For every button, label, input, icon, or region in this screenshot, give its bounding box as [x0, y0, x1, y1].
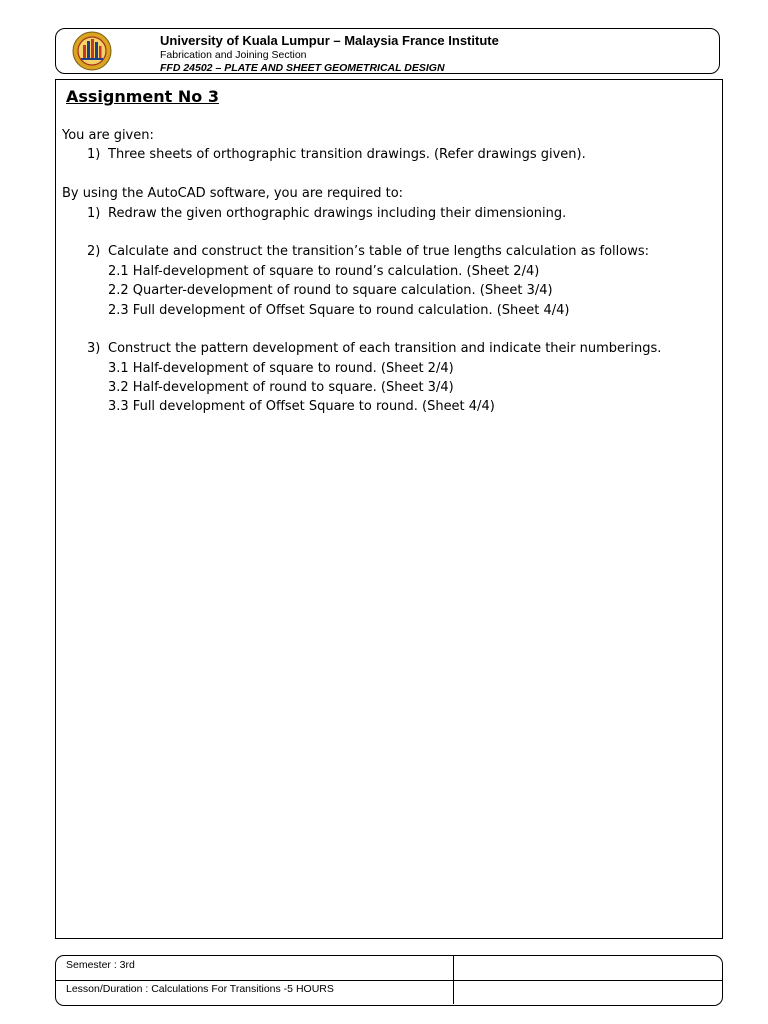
list-text: Calculate and construct the transition’s table of true lengths calculation as follows:: [108, 244, 650, 260]
given-item: [62, 145, 661, 164]
footer-row-semester: [56, 956, 722, 981]
lesson-cell: Lesson/Duration : Calculations For Transitions -5 HOURS: [56, 980, 454, 1004]
section-name: Fabrication and Joining Section: [160, 49, 307, 61]
list-text: Three sheets of orthographic transition drawings. (Refer drawings given).: [108, 147, 586, 163]
list-number: 2): [87, 244, 101, 260]
list-number: 1): [87, 147, 101, 163]
lesson-empty-cell: [454, 980, 722, 1004]
university-crest-logo: [72, 31, 112, 71]
list-number: 1): [87, 205, 101, 221]
list-number: 3): [87, 341, 101, 357]
sub-item: 2.3 Full development of Offset Square to round calculation. (Sheet 4/4): [108, 302, 570, 318]
list-text: Construct the pattern development of each transition and indicate their numberings.: [108, 341, 662, 357]
semester-empty-cell: [454, 956, 722, 980]
sub-item: 3.3 Full development of Offset Square to round. (Sheet 4/4): [108, 399, 495, 415]
task-item: [62, 242, 661, 261]
course-title: FFD 24502 – PLATE AND SHEET GEOMETRICAL DESIGN: [160, 62, 445, 74]
assignment-title: Assignment No 3: [66, 87, 219, 106]
sub-item: 2.2 Quarter-development of round to square calculation. (Sheet 3/4): [108, 283, 553, 299]
list-text: Redraw the given orthographic drawings including their dimensioning.: [108, 205, 567, 221]
assignment-content: [55, 79, 723, 939]
sub-item: 3.2 Half-development of round to square. (Sheet 3/4): [108, 380, 454, 396]
required-intro: By using the AutoCAD software, you are required to:: [62, 186, 404, 202]
sub-item: 2.1 Half-development of square to round’s calculation. (Sheet 2/4): [108, 263, 540, 279]
semester-cell: Semester : 3rd: [56, 956, 454, 980]
institution-name: University of Kuala Lumpur – Malaysia France Institute: [160, 33, 499, 48]
task-item: [62, 204, 661, 223]
assignment-body: [62, 126, 661, 417]
given-intro: You are given:: [62, 128, 154, 143]
document-header: [55, 28, 720, 74]
footer-row-lesson: [56, 980, 722, 1004]
sub-item: 3.1 Half-development of square to round. (Sheet 2/4): [108, 360, 454, 376]
footer-table: [55, 955, 723, 1006]
task-item: [62, 339, 661, 358]
